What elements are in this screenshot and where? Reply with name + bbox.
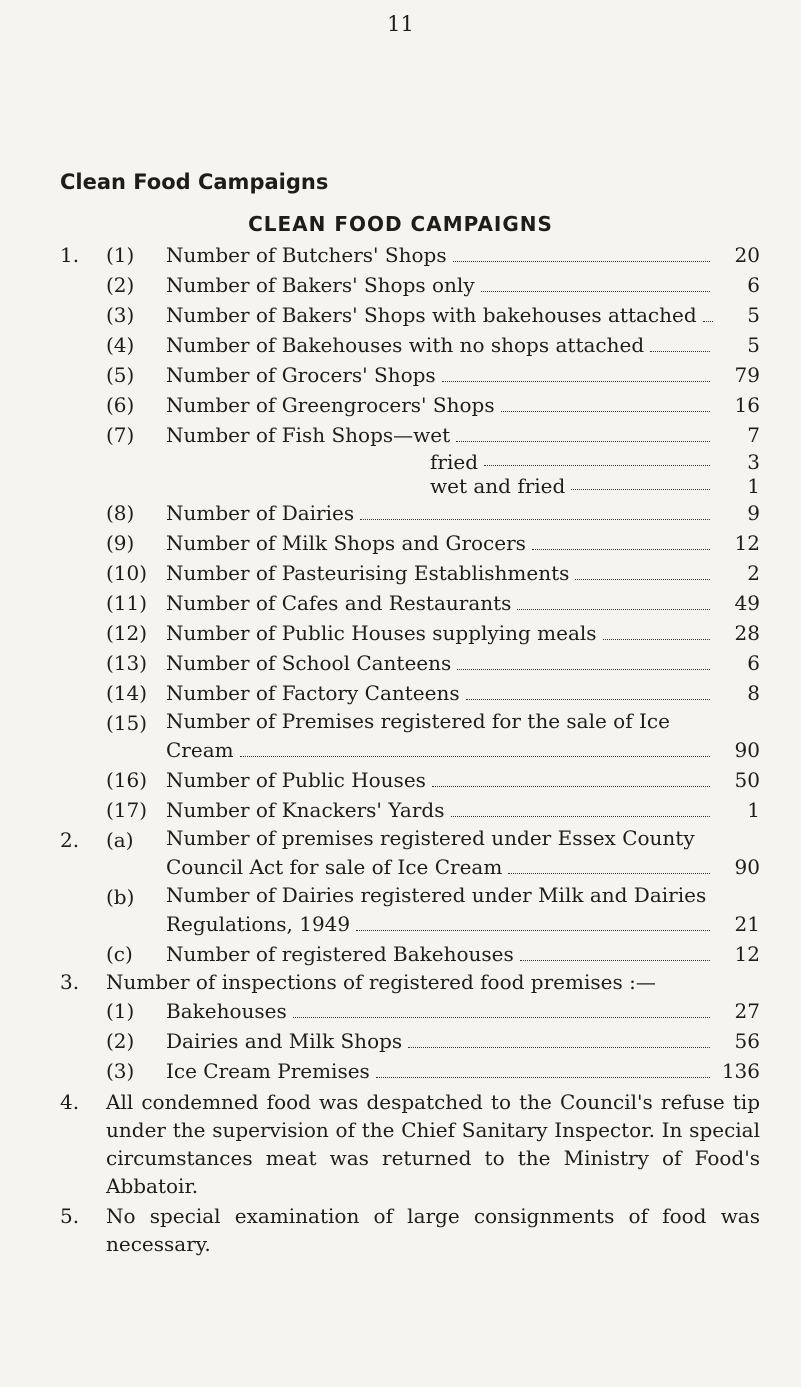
item-value: 1 [747,474,760,498]
item-label: wet and fried [430,474,566,498]
list-item [60,360,760,390]
list-item [60,765,760,795]
item-value: 12 [734,531,760,555]
item-label: Number of Butchers' Shops [166,243,447,267]
list-item [60,588,760,618]
item-label: Ice Cream Premises [166,1059,370,1083]
item-label: Number of School Canteens [166,651,452,675]
list-item [60,240,760,270]
item-number: (10) [106,561,148,585]
item-label: Number of Public Houses supplying meals [166,621,597,645]
item-label: Number of Bakehouses with no shops attached [166,333,645,357]
paragraph-text: All condemned food was despatched to the Council's refuse tip under the supervision of the Chief Sanitary Inspector. In special circumstances meat was returned to the Ministry of Food's Abbatoir. [106,1090,760,1198]
item-label: Regulations, 1949 [166,912,351,936]
item-label: Number of Greengrocers' Shops [166,393,495,417]
item-value: 8 [747,681,760,705]
item-label: Cream [166,738,234,762]
list-item [60,1056,760,1086]
item-number: (15) [106,711,148,735]
list-item [60,996,760,1026]
item-value: 5 [747,303,760,327]
paragraph [60,1088,760,1200]
item-number: (4) [106,333,135,357]
item-label: Number of Factory Canteens [166,681,460,705]
item-number: (16) [106,768,148,792]
item-label: Number of Milk Shops and Grocers [166,531,526,555]
item-number: (9) [106,531,135,555]
item-value: 7 [747,423,760,447]
item-number: (1) [106,243,135,267]
content [60,240,760,1258]
item-label-line1: Number of Premises registered for the sale of Ice [166,709,670,733]
item-number: (b) [106,885,135,909]
item-number: (11) [106,591,148,615]
item-label: Number of Cafes and Restaurants [166,591,512,615]
item-label: Number of Knackers' Yards [166,798,445,822]
item-label: Council Act for sale of Ice Cream [166,855,503,879]
item-number: (7) [106,423,135,447]
list-item [60,618,760,648]
item-value: 49 [734,591,760,615]
list-item [60,969,760,996]
item-value: 21 [734,912,760,936]
item-value: 20 [734,243,760,267]
page-number: 11 [387,12,414,36]
item-label: Number of Dairies [166,501,355,525]
item-number: (a) [106,828,134,852]
list-item [60,420,760,450]
list-item [60,390,760,420]
item-value: 50 [734,768,760,792]
item-label: Number of Bakers' Shops only [166,273,475,297]
list-item [60,882,760,939]
item-value: 5 [747,333,760,357]
item-number: (3) [106,303,135,327]
item-value: 79 [734,363,760,387]
paragraph-text: No special examination of large consignments of food was necessary. [106,1204,760,1256]
paragraph [60,1202,760,1258]
list-item [60,474,760,498]
page-heading: Clean Food Campaigns [60,170,329,194]
item-value: 3 [747,450,760,474]
item-number: (3) [106,1059,135,1083]
item-value: 1 [747,798,760,822]
list-item [60,528,760,558]
item-value: 12 [734,942,760,966]
item-number: (2) [106,1029,135,1053]
list-item [60,648,760,678]
item-label-line1: Number of premises registered under Essex County [166,826,695,850]
item-value: 56 [734,1029,760,1053]
item-label: Number of Grocers' Shops [166,363,436,387]
section-title: CLEAN FOOD CAMPAIGNS [248,212,553,236]
item-label: Number of Pasteurising Establishments [166,561,570,585]
item-value: 2 [747,561,760,585]
item-value: 90 [734,738,760,762]
item-number: (14) [106,681,148,705]
item-value: 6 [747,651,760,675]
item-number: (13) [106,651,148,675]
item-number: (17) [106,798,148,822]
item-label: Number of registered Bakehouses [166,942,514,966]
item-value: 16 [734,393,760,417]
item-value: 90 [734,855,760,879]
item-value: 28 [734,621,760,645]
list-item [60,270,760,300]
list-item [60,1026,760,1056]
item-value: 27 [734,999,760,1023]
item-value: 6 [747,273,760,297]
item-label-line1: Number of Dairies registered under Milk and Dairies [166,883,707,907]
item-number: (12) [106,621,148,645]
list-item [60,795,760,825]
item-label: Dairies and Milk Shops [166,1029,403,1053]
section-marker: 3. [60,970,80,994]
list-item [60,498,760,528]
list-item [60,825,760,882]
item-number: (8) [106,501,135,525]
list-item [60,678,760,708]
list-item [60,939,760,969]
item-number: (c) [106,942,133,966]
list-item [60,558,760,588]
item-label: Bakehouses [166,999,287,1023]
item-value: 9 [747,501,760,525]
list-item [60,330,760,360]
item-number: (6) [106,393,135,417]
item-value: 136 [721,1059,760,1083]
item-label: fried [430,450,478,474]
item-number: (1) [106,999,135,1023]
section-marker: 2. [60,828,80,852]
list-item [60,300,760,330]
item-number: (2) [106,273,135,297]
item-number: (5) [106,363,135,387]
item-label: Number of Fish Shops—wet [166,423,451,447]
section-marker: 5. [60,1204,80,1228]
list-item [60,450,760,474]
section-marker: 4. [60,1090,80,1114]
section-intro: Number of inspections of registered food premises :— [106,970,656,994]
item-label: Number of Bakers' Shops with bakehouses attached [166,303,697,327]
section-marker: 1. [60,243,80,267]
list-item [60,708,760,765]
item-label: Number of Public Houses [166,768,426,792]
